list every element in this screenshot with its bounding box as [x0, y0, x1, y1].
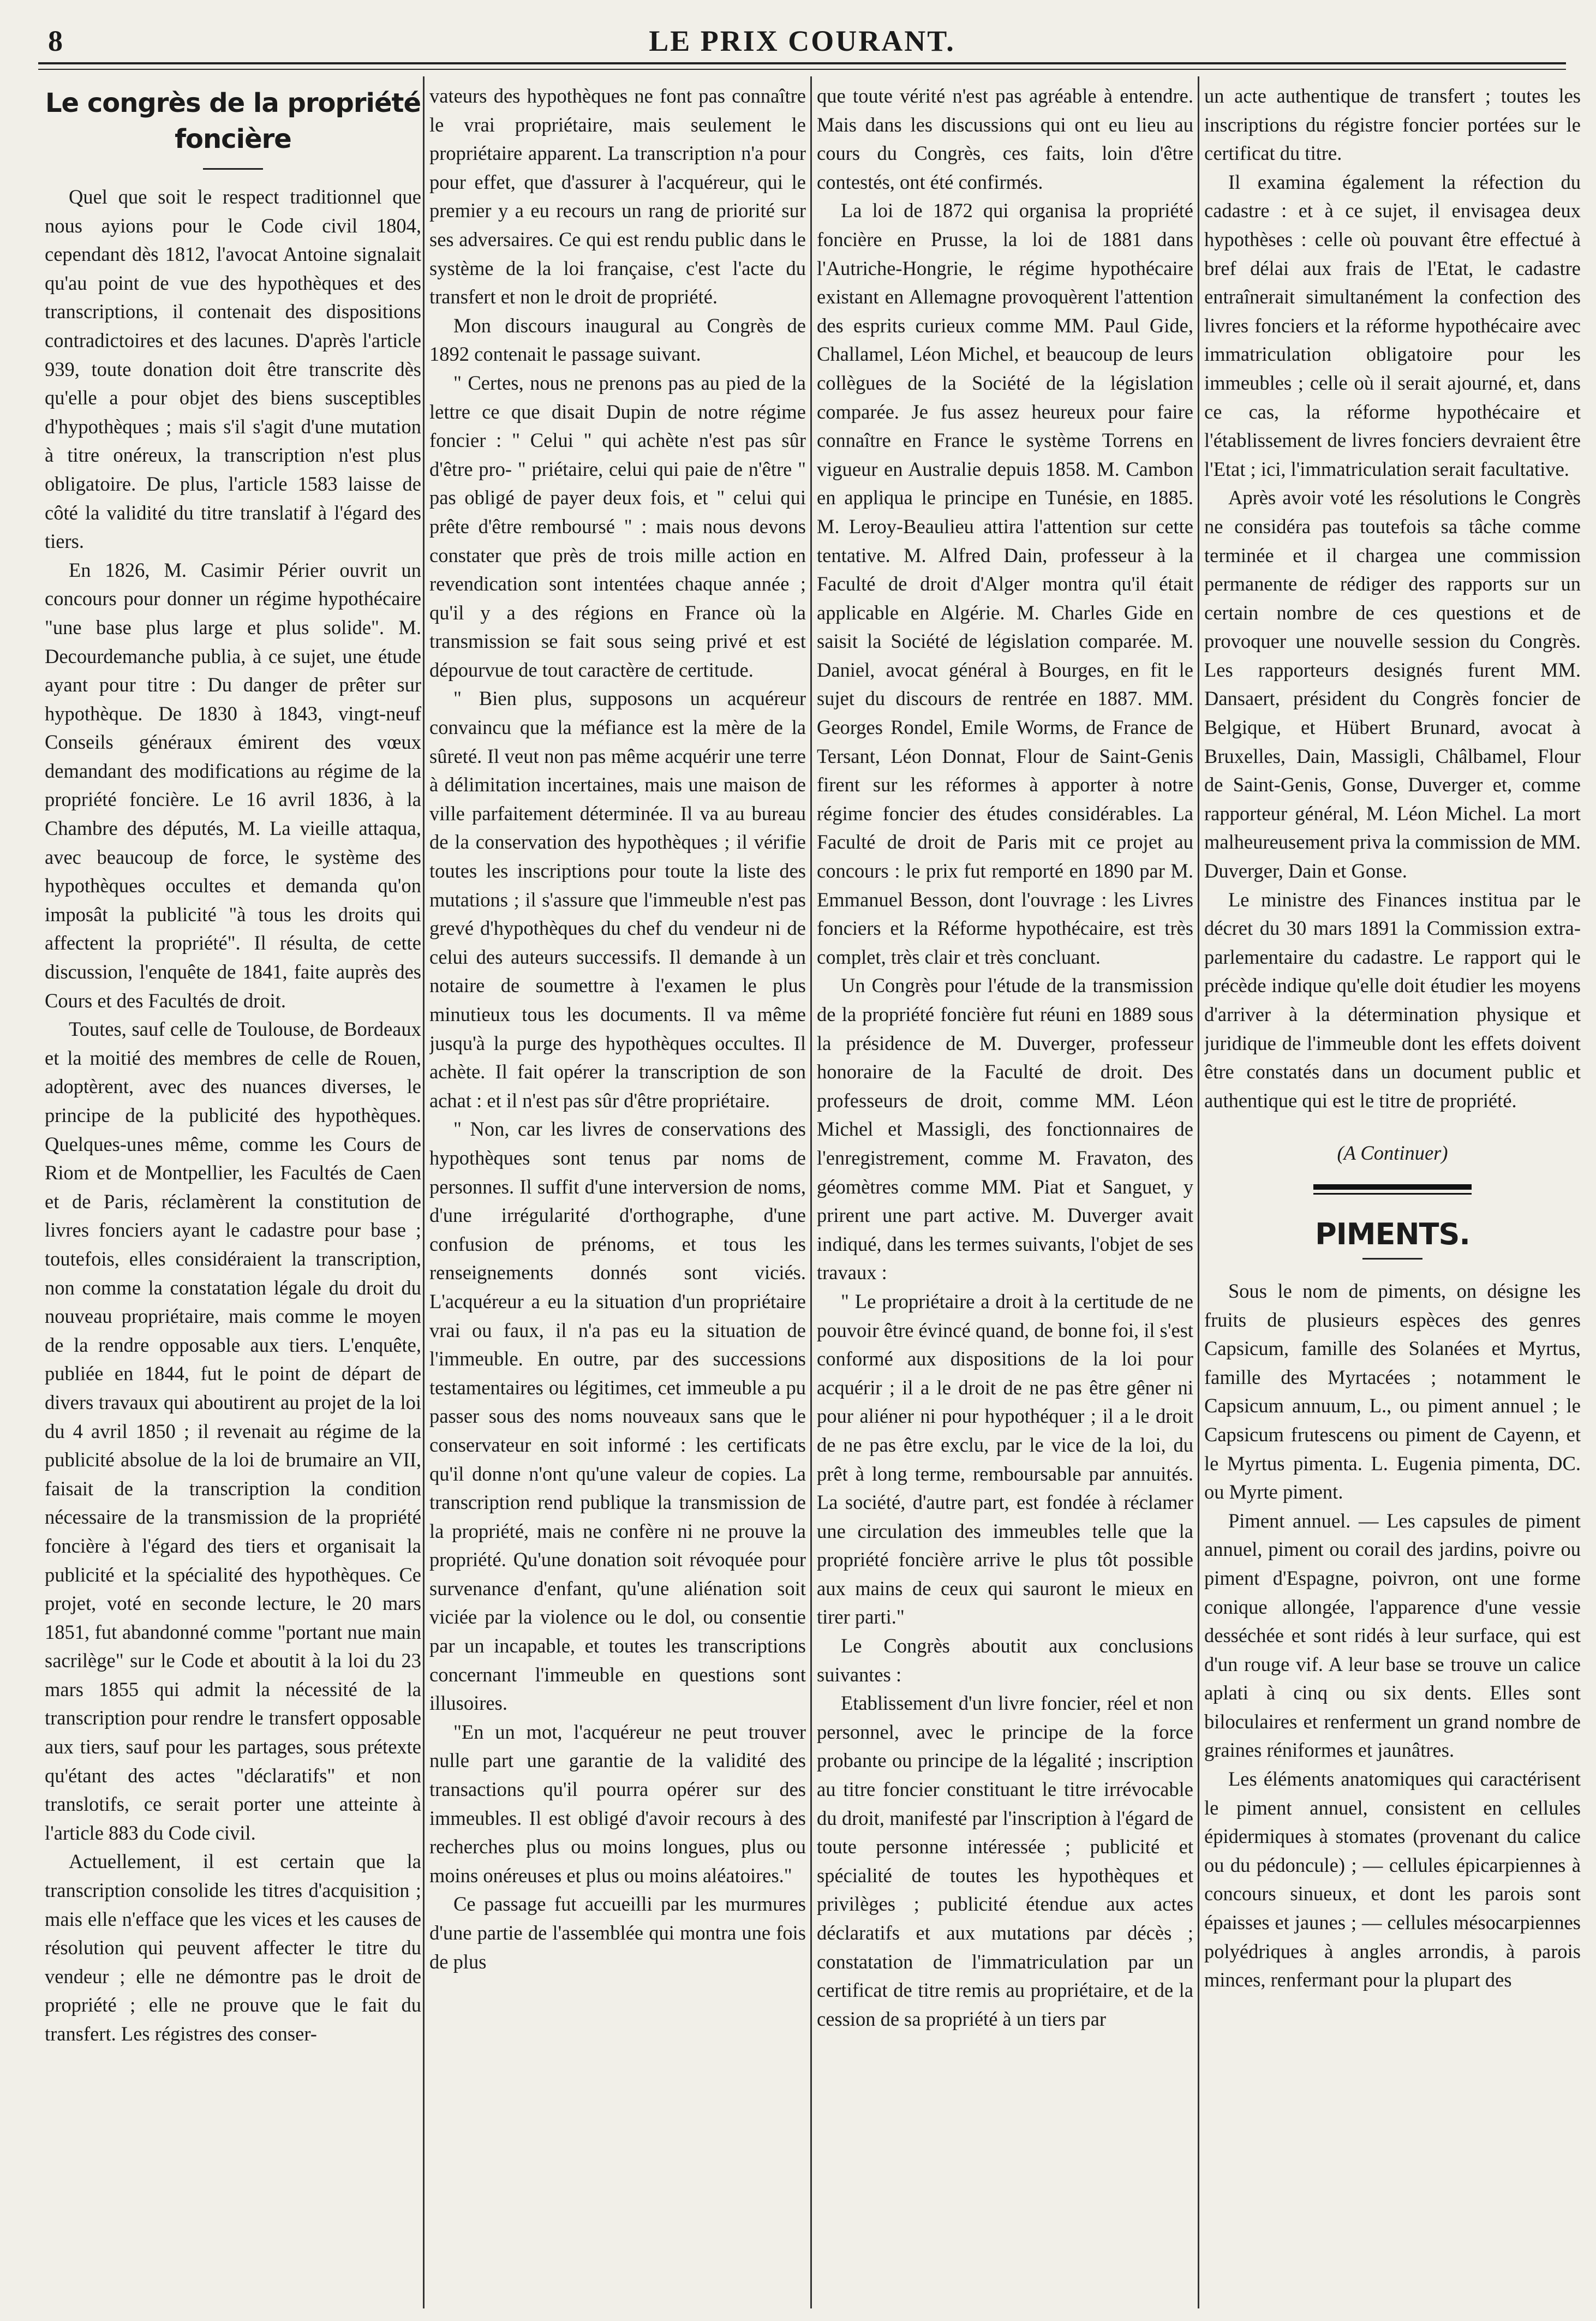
column-3 [817, 82, 1193, 2308]
paragraph: " Le propriétaire a droit à la certitude de ne pouvoir être évincé quand, de bonne foi, il s'est conformé aux dispositions de la loi pour acquérir ; il a le droit de ne pas être gêner ni pour aliéner ni pour hypothéquer ; il a le droit de ne pas être exclu, par le vice de la loi, du prêt à long terme, remboursable par annuités. La société, d'autre part, est fondée à réclamer une circulation des immeubles telle que la propriété foncière arrive le plus tôt possible aux mains de ceux qui sauront le mieux en tirer parti." [817, 1290, 1193, 1628]
column-divider [423, 76, 425, 2308]
header-rule [38, 62, 1566, 64]
page-header [38, 21, 1566, 59]
journal-title: LE PRIX COURANT. [649, 25, 955, 57]
paragraph: un acte authentique de transfert ; toutes les inscriptions du régistre foncier portées sur le certificat du titre. [1204, 85, 1581, 165]
paragraph: Etablissement d'un livre foncier, réel et non personnel, avec le principe de la force probante ou principe de la légalité ; inscription au titre foncier constituant le titre irrévocable du droit, manifesté par l'inscription à l'égard de toute personne intéressée ; publicité et spécialité de toutes les hypothèques et privilèges ; publicité étendue aux actes déclaratifs et aux mutations par décès ; constatation de l'immatriculation par un certificat de titre remis au propriétaire, et de la cession de sa propriété à un tiers par [817, 1692, 1193, 2030]
column-4 [1204, 82, 1581, 2308]
article-title: PIMENTS. [1315, 1216, 1470, 1251]
paragraph: Le ministre des Finances institua par le décret du 30 mars 1891 la Commission extra-parlementaire du cadastre. Le rapport qui le précède indique qu'elle doit étudier les moyens d'arriver à la détermination physique et juridique de l'immeuble dont les effets doivent être constatés dans un document public et authentique qui est le titre de propriété. [1204, 888, 1581, 1112]
continuation-note: (A Continuer) [1337, 1142, 1448, 1165]
title-rule [203, 168, 263, 170]
paragraph: Quel que soit le respect traditionnel que nous ayions pour le Code civil 1804, cependant dès 1812, l'avocat Antoine signalait qu'au point de vue des hypothèques et des transcriptions, il contenait des dispositions contradictoires et des lacunes. D'après l'article 939, toute donation doit être transcrite dès qu'elle a pour objet des biens susceptibles d'hypothèques ; mais s'il s'agit d'une mutation à titre onéreux, la transcription n'est plus obligatoire. De plus, l'article 1583 laisse de côté la validité du titre translatif à l'égard des tiers. [45, 186, 421, 553]
paragraph: Actuellement, il est certain que la transcription consolide les titres d'acquisition ; mais elle n'efface que les vices et les causes de résolution qui peuvent affecter le titre du vendeur ; elle ne démontre pas le droit de propriété ; elle ne prouve que le fait du transfert. Les régistres des conser- [45, 1850, 421, 2045]
page-number: 8 [48, 25, 63, 57]
paragraph: Après avoir voté les résolutions le Congrès ne considéra pas toutefois sa tâche comme terminée et il chargea une commission permanente de rédiger des rapports sur un certain nombre de ces questions et de provoquer une nouvelle session du Congrès. Les rapporteurs designés furent MM. Dansaert, président du Congrès foncier de Belgique, et Hübert Brunard, avocat à Bruxelles, Dain, Massigli, Châlbamel, Flour de Saint-Genis, Gonse, Duverger et, comme rapporteur général, M. Léon Michel. La mort malheureusement priva la commission de MM. Duverger, Dain et Gonse. [1204, 486, 1581, 882]
title-rule [1362, 1258, 1422, 1260]
paragraph: Sous le nom de piments, on désigne les fruits de plusieurs espèces des genres Capsicum, famille des Solanées et Myrtus, famille des Myrtacées ; notamment le Capsicum annuum, L., ou piment annuel ; le Capsicum frutescens ou piment de Cayenn, et le Myrtus pimenta. L. Eugenia pimenta, DC. ou Myrte piment. [1204, 1279, 1581, 1503]
paragraph: Toutes, sauf celle de Toulouse, de Bordeaux et la moitié des membres de celle de Rouen, adoptèrent, avec des nuances diverses, le principe de la publicité des hypothèques. Quelques-unes même, comme les Cours de Riom et de Montpellier, les Facultés de Caen et de Paris, réclamèrent la constitution de livres fonciers ayant le cadastre pour base ; toutefois, elles considéraient la transcription, non comme la constatation légale du droit du nouveau propriétaire, mais comme le moyen de la rendre opposable aux tiers. L'enquête, publiée en 1844, fut le point de départ de divers travaux qui aboutirent au projet de la loi du 4 avril 1850 ; il revenait au régime de la publicité absolue de la loi de brumaire an VII, faisait de la transcription la condition nécessaire de la transmission de la propriété foncière à l'égard des tiers et organisait la publicité et la spécialité des hypothèques. Ce projet, voté en seconde lecture, le 20 mars 1851, fut abandonné comme "portant nue main sacrilège" sur le Code et aboutit à la loi du 23 mars 1855 qui admit la nécessité de la transcription pour rendre le transfert opposable aux tiers, sauf pour les partages, sous prétexte qu'étant des actes "déclaratifs" et non translotifs, ce serait porter une atteinte à l'article 883 du Code civil. [45, 1018, 421, 1844]
section-rule [1313, 1184, 1472, 1190]
paragraph: Le Congrès aboutit aux conclusions suivantes : [817, 1634, 1193, 1686]
column-divider [810, 76, 812, 2308]
paragraph: La loi de 1872 qui organisa la propriété foncière en Prusse, la loi de 1881 dans l'Autriche-Hongrie, le régime hypothécaire existant en Allemagne provoquèrent l'attention des esprits curieux comme MM. Paul Gide, Challamel, Léon Michel, et beaucoup de leurs collègues de la Société de la législation comparée. Je fus assez heureux pour faire connaître en France le système Torrens en vigueur en Australie depuis 1858. M. Cambon en appliqua le principe en Tunésie, en 1885. M. Leroy-Beaulieu attira l'attention sur cette tentative. M. Alfred Dain, professeur à la Faculté de droit d'Alger montra qu'il était applicable en Algérie. M. Charles Gide en saisit la Société de législation comparée. M. Daniel, avocat général à Bourges, en fit le sujet du discours de rentrée en 1887. MM. Georges Rondel, Emile Worms, de France de Tersant, Léon Donnat, Flour de Saint-Genis firent sur les réformes à apporter à notre régime foncier des études considérables. La Faculté de droit de Paris mit ce projet au concours : le prix fut remporté en 1890 par M. Emmanuel Besson, dont l'ouvrage : les Livres fonciers et la Réforme hypothécaire, est très complet, très clair et très concluant. [817, 199, 1193, 968]
paragraph: Un Congrès pour l'étude de la transmission de la propriété foncière fut réuni en 1889 sous la présidence de M. Duverger, professeur honoraire de la Faculté de droit. Des professeurs de droit, comme MM. Léon Michel et Massigli, des fonctionnaires de l'enregistrement, comme M. Fravaton, des géomètres comme MM. Piat et Sanguet, y prirent une part active. M. Duverger avait indiqué, dans les termes suivants, l'objet de ses travaux : [817, 974, 1193, 1284]
paragraph: Il examina également la réfection du cadastre : et à ce sujet, il envisagea deux hypothèses : celle où pouvant être effectué à bref délai aux frais de l'Etat, le cadastre entraînerait simultanément la confection des livres fonciers et la réforme hypothécaire avec immatriculation obligatoire pour les immeubles ; celle où il serait ajourné, et, dans ce cas, la réforme hypothécaire et l'établissement de livres fonciers devraient être l'Etat ; ici, l'immatriculation serait facultative. [1204, 170, 1581, 480]
paragraph: " Bien plus, supposons un acquéreur convaincu que la méfiance est la mère de la sûreté. Il veut non pas même acquérir une terre à délimitation incertaines, mais une maison de ville parfaitement déterminée. Il va au bureau de la conservation des hypothèques ; il vérifie toutes les inscriptions pour toute la liste des mutations ; il s'assure que l'immeuble n'est pas grevé d'hypothèques du chef du vendeur ni de celui des auteurs successifs. Il demande à un notaire de soumettre à l'examen le plus minutieux tous les documents. Il va même jusqu'à la purge des hypothèques occultes. Il achète. Il fait opérer la transcription de son achat : et il n'est pas sûr d'être propriétaire. [429, 687, 806, 1112]
paragraph: "En un mot, l'acquéreur ne peut trouver nulle part une garantie de la validité des transactions qu'il pourra opérer sur des immeubles. Il est obligé d'avoir recours à des recherches plus ou moins longues, plus ou moins onéreuses et plus ou moins aléatoires." [429, 1720, 806, 1887]
paragraph: que toute vérité n'est pas agréable à entendre. Mais dans les discussions qui ont eu lieu au cours du Congrès, ces faits, loin d'être contestés, ont été confirmés. [817, 85, 1193, 193]
article-title: Le congrès de la propriété foncière [45, 88, 421, 154]
column-1 [45, 82, 421, 2308]
paragraph: " Non, car les livres de conservations des hypothèques sont tenus par noms de personnes. Il suffit d'une interversion de noms, d'une irrégularité d'orthographe, d'une confusion de prénoms, et tous les renseignements donnés sont viciés. L'acquéreur a eu la situation d'un propriétaire vrai ou faux, il n'a pas eu la situation de l'immeuble. En outre, par des successions testamentaires ou légitimes, cet immeuble a pu passer sous des noms nouveaux sans que le conservateur en soit informé : les certificats qu'il donne n'ont qu'une valeur de copies. La transcription rend publique la transmission de la propriété, mais ne confère ni ne prouve la propriété. Qu'une donation soit révoquée pour survenance d'enfant, qu'une aliénation soit viciée par la violence ou le dol, ou consentie par un incapable, et toutes les transcriptions concernant l'immeuble en questions sont illusoires. [429, 1118, 806, 1715]
header-rule-thin [38, 69, 1566, 70]
paragraph: En 1826, M. Casimir Périer ouvrit un concours pour donner un régime hypothécaire "une base plus large et plus solide". M. Decourdemanche publia, à ce sujet, une étude ayant pour titre : Du danger de prêter sur hypothèque. De 1830 à 1843, vingt-neuf Conseils généraux émirent des vœux demandant des modifications au régime de la propriété foncière. Le 16 avril 1836, à la Chambre des députés, M. La vieille attaqua, avec beaucoup de force, le système des hypothèques occultes et demanda qu'on imposât la publicité "à tous les droits qui affectent la propriété". Il résulta, de cette discussion, l'enquête de 1841, faite auprès des Cours et des Facultés de droit. [45, 558, 421, 1012]
paragraph: Piment annuel. — Les capsules de piment annuel, piment ou corail des jardins, poivre ou piment d'Espagne, poivron, ont une forme conique allongée, l'apparence d'une vessie desséchée et sont ridés à leur surface, qui est d'un rouge vif. A leur base se trouve un calice aplati à cinq ou six dents. Elles sont biloculaires et renferment un grand nombre de graines réniformes et jaunâtres. [1204, 1509, 1581, 1762]
paragraph: " Certes, nous ne prenons pas au pied de la lettre ce que disait Dupin de notre régime foncier : " Celui " qui achète n'est pas sûr d'être pro- " priétaire, celui qui paie de n'être " pas obligé de payer deux fois, et " celui qui prête d'être remboursé " : mais nous devons constater que près de trois mille action en revendication sont intentées chaque année ; qu'il y a des régions en France où la transmission se fait sous seing privé et est dépourvue de tout caractère de certitude. [429, 371, 806, 681]
paragraph: Mon discours inaugural au Congrès de 1892 contenait le passage suivant. [429, 314, 806, 366]
paragraph: Les éléments anatomiques qui caractérisent le piment annuel, consistent en cellules épidermiques à stomates (provenant du calice ou du pédoncule) ; — cellules épicarpiennes à concours sinueux, et dont les parois sont épaisses et jaunes ; — cellules mésocarpiennes polyédriques à angles arrondis, à parois minces, renfermant pour la plupart des [1204, 1768, 1581, 1991]
column-divider [1198, 76, 1199, 2308]
paragraph: Ce passage fut accueilli par les murmures d'une partie de l'assemblée qui montra une fois de plus [429, 1893, 806, 1973]
column-2 [429, 82, 806, 2308]
paragraph: vateurs des hypothèques ne font pas connaître le vrai propriétaire, mais seulement le propriétaire apparent. La transcription n'a pour pour effet, que d'assurer à l'acquéreur, qui le premier y a eu recours un rang de priorité sur ses adversaires. Ce qui est rendu public dans le système de la loi française, c'est l'acte du transfert et non le droit de propriété. [429, 85, 806, 308]
section-rule-thin [1313, 1193, 1472, 1195]
